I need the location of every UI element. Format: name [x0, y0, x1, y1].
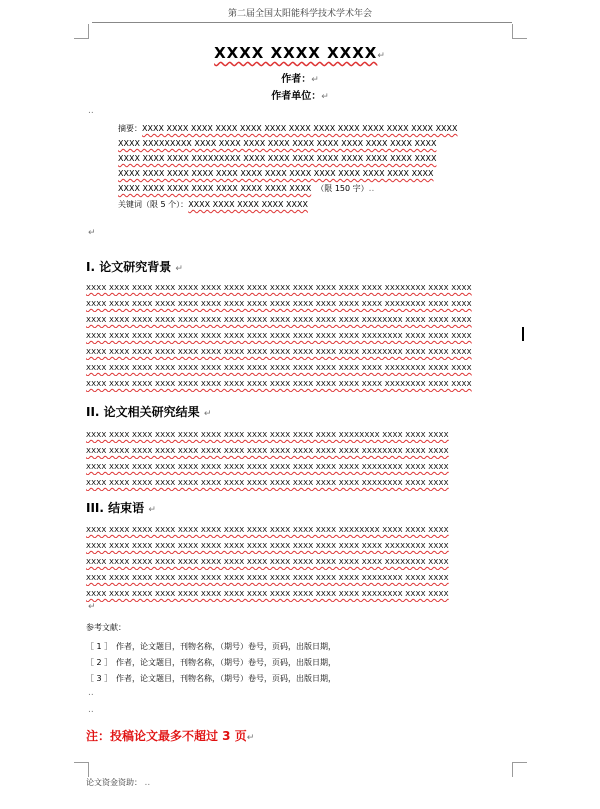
body-line: XXXX XXXX XXXX XXXX XXXX XXXX XXXX XXXX XXXX XXXX XXXX XXXX XXXX XXXXXXXX XXXX XXXX — [86, 299, 472, 308]
body-line: XXXX XXXX XXXX XXXX XXXX XXXX XXXX XXXX XXXX XXXX XXXX XXXX XXXXXXXX XXXX XXXX — [86, 573, 449, 582]
paper-title[interactable]: XXXX XXXX XXXX↵ — [214, 44, 386, 62]
abstract-limit: （限 150 字） — [316, 184, 369, 193]
body-line: XXXX XXXX XXXX XXXX XXXX XXXX XXXX XXXX XXXX XXXX XXXX XXXX XXXX XXXXXXXX XXXX XXXX — [86, 283, 472, 292]
abstract-label: 摘要： — [118, 124, 142, 133]
return-mark: ↵ — [88, 228, 96, 238]
abstract-line: XXXX XXXXXXXXX XXXX XXXX XXXX XXXX XXXX XXXX XXXX XXXX XXXX XXXX — [118, 139, 437, 148]
references-title[interactable]: 参考文献： — [86, 623, 126, 632]
body-line: XXXX XXXX XXXX XXXX XXXX XXXX XXXX XXXX XXXX XXXX XXXX XXXX XXXXXXXX XXXX XXXX — [86, 446, 449, 455]
body-line: XXXX XXXX XXXX XXXX XXXX XXXX XXXX XXXX XXXX XXXX XXXX XXXX XXXXXXXX XXXX XXXX XXXX — [86, 315, 472, 324]
keywords-label: 关键词（限 5 个）： — [118, 200, 189, 209]
body-line: XXXX XXXX XXXX XXXX XXXX XXXX XXXX XXXX XXXX XXXX XXXX XXXX XXXX XXXXXXXX XXXX — [86, 557, 449, 566]
body-line: XXXX XXXX XXXX XXXX XXXX XXXX XXXX XXXX XXXX XXXX XXXX XXXX XXXXXXXX XXXX XXXX — [86, 589, 449, 598]
affiliation-line[interactable]: 作者单位：↵ — [271, 91, 329, 102]
body-line: XXXX XXXX XXXX XXXX XXXX XXXX XXXX XXXX XXXX XXXX XXXX XXXX XXXX XXXXXXXX XXXX XXXX — [86, 379, 472, 388]
abstract-line: XXXX XXXX XXXX XXXXXXXXX XXXX XXXX XXXX XXXX XXXX XXXX XXXX XXXX — [118, 154, 437, 163]
crop-mark-top-right — [512, 24, 527, 39]
abstract-line: XXXX XXXX XXXX XXXX XXXX XXXX XXXX XXXX XXXX XXXX XXXX XXXX XXXX — [118, 169, 434, 178]
section-3-heading[interactable]: III. 结束语 ↵ — [86, 501, 156, 515]
body-line: XXXX XXXX XXXX XXXX XXXX XXXX XXXX XXXX XXXX XXXX XXXX XXXX XXXXXXXX XXXX XXXX XXXX — [86, 331, 472, 340]
empty-paragraph-mark: .. — [88, 106, 94, 116]
section-2-body[interactable] — [86, 427, 518, 491]
page-header: 第二届全国太阳能科学技术学术年会 — [227, 9, 372, 19]
text-cursor — [522, 327, 524, 341]
body-line: XXXX XXXX XXXX XXXX XXXX XXXX XXXX XXXX XXXX XXXX XXXX XXXX XXXXXXXX XXXX XXXX — [86, 462, 449, 471]
body-line: XXXX XXXX XXXX XXXX XXXX XXXX XXXX XXXX XXXX XXXX XXXX XXXX XXXXXXXX XXXX XXXX XXXX — [86, 347, 472, 356]
abstract-line: XXXX XXXX XXXX XXXX XXXX XXXX XXXX XXXX （限 150 字）.. — [118, 184, 375, 194]
body-line: XXXX XXXX XXXX XXXX XXXX XXXX XXXX XXXX XXXX XXXX XXXX XXXX XXXX XXXXXXXX XXXX XXXX — [86, 363, 472, 372]
funding-footer[interactable]: 论文资金资助： .. — [86, 778, 151, 788]
empty-paragraph-mark: .. — [88, 705, 94, 715]
body-line: XXXX XXXX XXXX XXXX XXXX XXXX XXXX XXXX XXXX XXXX XXXX XXXXXXXX XXXX XXXX XXXX — [86, 430, 449, 439]
reference-item[interactable]: ［ 3 ］ 作者，论文题目，刊物名称，（期号）卷号，页码，出版日期， — [86, 674, 336, 683]
body-line: XXXX XXXX XXXX XXXX XXXX XXXX XXXX XXXX XXXX XXXX XXXX XXXX XXXX XXXXXXXX XXXX — [86, 541, 449, 550]
abstract-line: 摘要：XXXX XXXX XXXX XXXX XXXX XXXX XXXX XXXX XXXX XXXX XXXX XXXX XXXX — [118, 124, 458, 133]
section-2-heading[interactable]: II. 论文相关研究结果 ↵ — [86, 405, 212, 419]
page-limit-note[interactable]: 注：投稿论文最多不超过 3 页↵ — [86, 729, 255, 743]
crop-mark-bottom-right — [512, 762, 527, 777]
section-1-heading[interactable]: I. 论文研究背景 ↵ — [86, 260, 183, 274]
keywords-line — [118, 197, 498, 212]
author-line[interactable]: 作者：↵ — [281, 74, 319, 85]
body-line: XXXX XXXX XXXX XXXX XXXX XXXX XXXX XXXX XXXX XXXX XXXX XXXXXXXX XXXX XXXX XXXX — [86, 525, 449, 534]
header-rule — [92, 22, 512, 23]
crop-mark-bottom-left — [74, 762, 89, 777]
reference-item[interactable]: ［ 2 ］ 作者，论文题目，刊物名称，（期号）卷号，页码，出版日期， — [86, 658, 336, 667]
return-mark: ↵ — [88, 602, 96, 612]
empty-paragraph-mark: .. — [88, 688, 94, 698]
title-text: XXXX XXXX XXXX — [214, 44, 378, 62]
section-1-body[interactable] — [86, 280, 518, 392]
keywords-value: XXXX XXXX XXXX XXXX XXXX — [188, 200, 308, 209]
body-line: XXXX XXXX XXXX XXXX XXXX XXXX XXXX XXXX XXXX XXXX XXXX XXXX XXXXXXXX XXXX XXXX — [86, 478, 449, 487]
reference-item[interactable]: ［ 1 ］ 作者，论文题目，刊物名称，（期号）卷号，页码，出版日期， — [86, 642, 336, 651]
section-3-body[interactable] — [86, 522, 518, 602]
abstract-block[interactable] — [118, 121, 498, 212]
crop-mark-top-left — [74, 24, 89, 39]
